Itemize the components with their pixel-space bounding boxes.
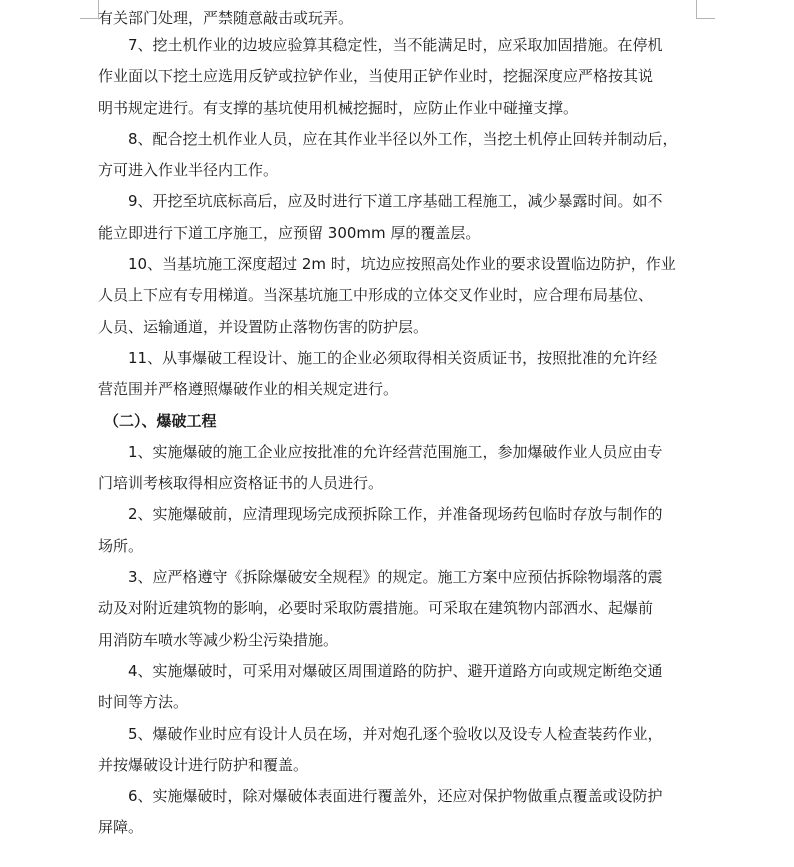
text-line: 7、挖土机作业的边坡应验算其稳定性，当不能满足时，应采取加固措施。在停机 — [128, 36, 663, 54]
text-line: 9、开挖至坑底标高后，应及时进行下道工序基础工程施工，减少暴露时间。如不 — [128, 192, 663, 211]
text-line: 动及对附近建筑物的影响，必要时采取防震措施。可采取在建筑物内部洒水、起爆前 — [98, 599, 654, 618]
text-line: 方可进入作业半径内工作。 — [98, 161, 279, 180]
text-line: 能立即进行下道工序施工，应预留 300mm 厚的覆盖层。 — [98, 223, 481, 242]
text-line: 3、应严格遵守《拆除爆破安全规程》的规定。施工方案中应预估拆除物塌落的震 — [128, 568, 663, 587]
text-line: 时间等方法。 — [98, 693, 189, 712]
text-line: 4、实施爆破时，可采用对爆破区周围道路的防护、避开道路方向或规定断绝交通 — [128, 661, 663, 680]
text-line: 作业面以下挖土应选用反铲或拉铲作业，当使用正铲作业时，挖掘深度应严格按其说 — [98, 67, 654, 86]
text-line: 2、实施爆破前，应清理现场完成预拆除工作，并准备现场药包临时存放与制作的 — [128, 505, 663, 524]
text-line: 6、实施爆破时，除对爆破体表面进行覆盖外，还应对保护物做重点覆盖或设防护 — [128, 787, 663, 806]
margin-corner-mark-left — [80, 0, 99, 19]
text-line: 人员、运输通道，并设置防止落物伤害的防护层。 — [98, 317, 429, 336]
text-line: 门培训考核取得相应资格证书的人员进行。 — [98, 474, 384, 493]
text-line: 1、实施爆破的施工企业应按批准的允许经营范围施工，参加爆破作业人员应由专 — [128, 442, 663, 461]
section-heading: （二）、爆破工程 — [104, 411, 217, 430]
text-line: 用消防车喷水等减少粉尘污染措施。 — [98, 630, 339, 649]
text-line: 营范围并严格遵照爆破作业的相关规定进行。 — [98, 380, 399, 399]
text-line: 场所。 — [98, 536, 144, 555]
text-line: 人员上下应有专用梯道。当深基坑施工中形成的立体交叉作业时，应合理布局基位、 — [98, 286, 654, 305]
text-line: 明书规定进行。有支撑的基坑使用机械挖掘时，应防止作业中碰撞支撑。 — [98, 98, 579, 117]
text-line: 屏障。 — [98, 818, 144, 837]
document-body — [98, 0, 696, 844]
text-line: 11、从事爆破工程设计、施工的企业必须取得相关资质证书，按照批准的允许经 — [128, 348, 658, 367]
text-line: 8、配合挖土机作业人员，应在其作业半径以外工作，当挖土机停止回转并制动后， — [128, 129, 678, 148]
text-line: 5、爆破作业时应有设计人员在场，并对炮孔逐个验收以及设专人检查装药作业， — [128, 724, 663, 743]
text-line: 10、当基坑施工深度超过 2m 时，坑边应按照高处作业的要求设置临边防护，作业 — [128, 255, 676, 274]
text-line: 并按爆破设计进行防护和覆盖。 — [98, 755, 309, 774]
margin-corner-mark-right — [696, 0, 715, 19]
text-line: 有关部门处理，严禁随意敲击或玩弄。 — [98, 9, 354, 27]
